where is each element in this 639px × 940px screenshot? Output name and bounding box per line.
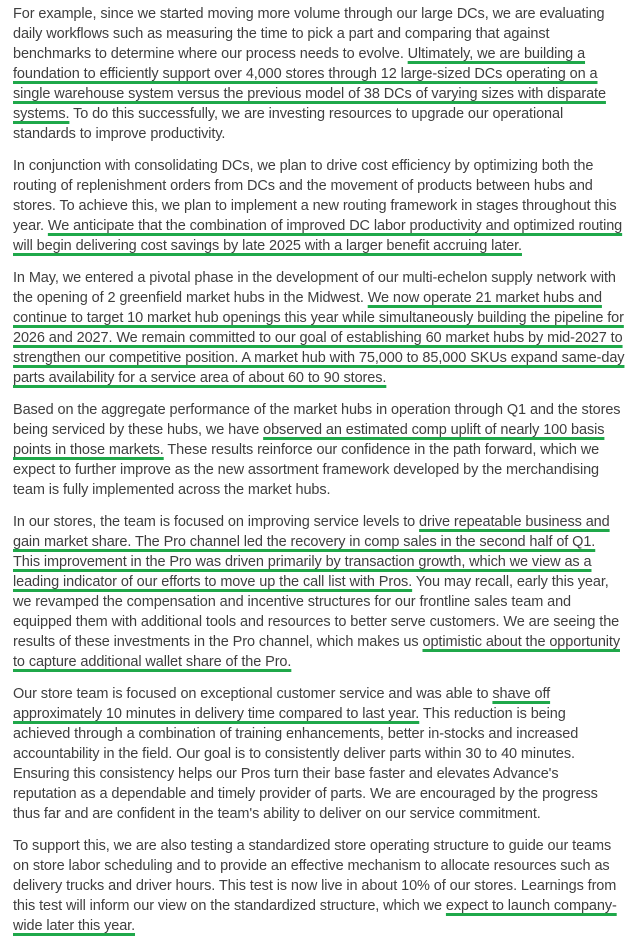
highlighted-segment: We now operate 21 market hubs and continue to target 10 market hub openings this year while simultaneously building the pipeline for 2026 and 2027. We remain committed to our goal of establishing 60 market hubs by mid-2027 to strengthen our competitive position. A market hub with 75,000 to 85,000 SKUs expand same-day parts availability for a service area of about 60 to 90 stores. [13,290,625,386]
highlighted-segment: We anticipate that the combination of improved DC labor productivity and optimized routing will begin delivering cost savings by late 2025 with a larger benefit accruing later. [13,218,623,254]
text-segment: To support this, we are also testing a standardized store operating structure to guide our teams on store labor scheduling and to provide an effective mechanism to allocate resources such as delivery trucks and driver hours. This test is now live in about 10% of our stores. Learnings from this test will inform our view on the standardized structure, which we [13,838,617,914]
text-segment: Our store team is focused on exceptional customer service and was able to [13,686,493,702]
paragraph-comp-uplift [13,400,625,500]
paragraph-store-structure [13,836,625,936]
text-segment: In conjunction with consolidating DCs, we plan to drive cost efficiency by optimizing both the routing of replenishment orders from DCs and the movement of products between hubs and stores. To achieve this, we plan to implement a new routing framework in stages throughout this year. [13,158,617,234]
text-segment: Based on the aggregate performance of the market hubs in operation through Q1 and the stores being serviced by these hubs, we have [13,402,621,438]
highlighted-segment: observed an estimated comp uplift of nearly 100 basis points in those markets. [13,422,605,458]
text-segment: You may recall, early this year, we revamped the compensation and incentive structures for our frontline sales team and equipped them with additional tools and resources to better serve customers. We are seeing the results of these investments in the Pro channel, which makes us [13,574,620,650]
paragraph-routing [13,156,625,256]
text-segment: To do this successfully, we are investing resources to upgrade our operational standards to improve productivity. [13,106,564,142]
highlighted-segment: Ultimately, we are building a foundation to efficiently support over 4,000 stores through 12 large-sized DCs operating on a single warehouse system versus the previous model of 38 DCs of varying sizes with disparate systems. [13,46,606,122]
text-segment: In May, we entered a pivotal phase in the development of our multi-echelon supply network with the opening of 2 greenfield market hubs in the Midwest. [13,270,616,306]
paragraph-delivery-time [13,684,625,824]
highlighted-segment: optimistic about the opportunity to capture additional wallet share of the Pro. [13,634,620,670]
text-segment: For example, since we started moving more volume through our large DCs, we are evaluating daily workflows such as measuring the time to pick a part and comparing that against benchmarks to determine where our process needs to evolve. [13,6,605,62]
highlighted-segment: expect to launch company-wide later this year. [13,898,617,934]
paragraph-pro-channel [13,512,625,672]
text-segment: In our stores, the team is focused on improving service levels to [13,514,420,530]
paragraph-dc-workflows [13,4,625,144]
text-segment: These results reinforce our confidence in the path forward, which we expect to further improve as the new assortment framework developed by the merchandising team is fully implemented across the market hubs. [13,442,600,498]
highlighted-segment: drive repeatable business and gain market share. The Pro channel led the recovery in comp sales in the second half of Q1. This improvement in the Pro was driven primarily by transaction growth, which we view as a leading indicator of our efforts to move up the call list with Pros. [13,514,610,590]
highlighted-segment: shave off approximately 10 minutes in delivery time compared to last year. [13,686,551,722]
paragraph-market-hubs [13,268,625,388]
text-segment: This reduction is being achieved through a combination of training enhancements, better in-stocks and increased accountability in the field. Our goal is to consistently deliver parts within 30 to 40 minutes. Ensuring this consistency helps our Pros turn their base faster and elevates Advance's reputation as a dependable and timely provider of parts. We are encouraged by the progress thus far and are confident in the team's ability to deliver on our service commitment. [13,706,598,822]
